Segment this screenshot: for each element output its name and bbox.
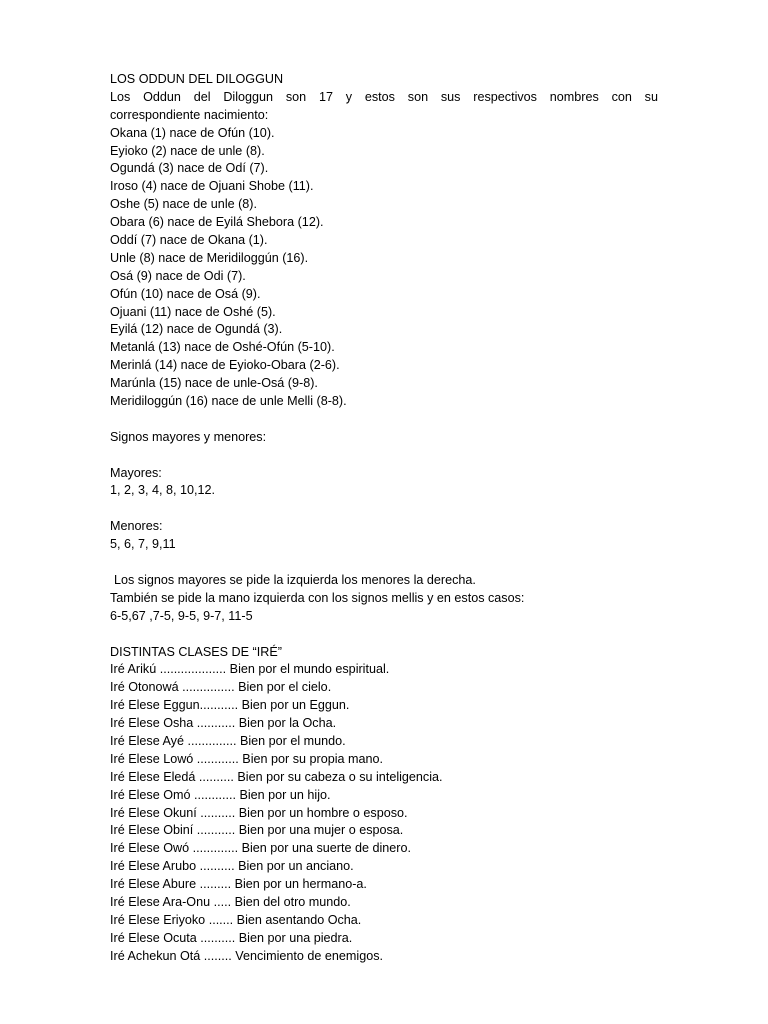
ire-item: Iré Elese Eriyoko ....... Bien asentando Ocha. [110,912,362,927]
ire-item: Iré Elese Eggun........... Bien por un Eggun. [110,698,350,713]
ire-item: Iré Elese Obiní ........... Bien por una mujer o esposa. [110,823,404,838]
birth-item: Merinlá (14) nace de Eyioko-Obara (2-6). [110,358,340,373]
birth-item: Metanlá (13) nace de Oshé-Ofún (5-10). [110,340,335,355]
birth-item: Osá (9) nace de Odi (7). [110,268,246,283]
document-title: LOS ODDUN DEL DILOGGUN [110,72,284,86]
birth-item: Ogundá (3) nace de Odí (7). [110,161,269,176]
birth-item: Eyilá (12) nace de Ogundá (3). [110,322,283,337]
ire-item: Iré Elese Ara-Onu ..... Bien del otro mundo. [110,894,351,909]
spacer [110,411,658,429]
birth-item: Ofún (10) nace de Osá (9). [110,286,261,301]
ire-item: Iré Elese Abure ......... Bien por un hermano-a. [110,877,367,892]
birth-item: Meridiloggún (16) nace de unle Melli (8-8). [110,394,347,409]
ire-item: Iré Otonowá ............... Bien por el cielo. [110,680,332,695]
intro-line-2: correspondiente nacimiento: [110,107,269,122]
ire-item: Iré Elese Okuní .......... Bien por un hombre o esposo. [110,805,408,820]
birth-item: Okana (1) nace de Ofún (10). [110,125,275,140]
ire-item: Iré Elese Owó ............. Bien por una suerte de dinero. [110,841,412,856]
hands-line-2: También se pide la mano izquierda con los signos mellis y en estos casos: [110,590,525,605]
birth-item: Ojuani (11) nace de Oshé (5). [110,304,276,319]
birth-item: Marúnla (15) nace de unle-Osá (9-8). [110,376,318,391]
spacer [110,447,658,465]
mayores-label: Mayores: [110,465,162,480]
ire-item: Iré Achekun Otá ........ Vencimiento de enemigos. [110,948,384,963]
ire-heading: DISTINTAS CLASES DE “IRÉ” [110,644,282,659]
ire-item: Iré Elese Ocuta .......... Bien por una piedra. [110,930,353,945]
document-body [110,71,658,966]
births-list [110,125,658,411]
intro-line-1: Los Oddun del Diloggun son 17 y estos son sus respectivos nombres con su [110,89,658,104]
ire-item: Iré Arikú ................... Bien por el mundo espiritual. [110,662,390,677]
spacer [110,554,658,572]
hands-line-3: 6-5,67 ,7-5, 9-5, 9-7, 11-5 [110,608,253,623]
ire-item: Iré Elese Lowó ............ Bien por su propia mano. [110,751,384,766]
ire-item: Iré Elese Osha ........... Bien por la Ocha. [110,716,337,731]
birth-item: Eyioko (2) nace de unle (8). [110,143,265,158]
ire-item: Iré Elese Eledá .......... Bien por su cabeza o su inteligencia. [110,769,443,784]
birth-item: Obara (6) nace de Eyilá Shebora (12). [110,215,324,230]
signs-heading: Signos mayores y menores: [110,429,267,444]
ire-item: Iré Elese Arubo .......... Bien por un anciano. [110,859,354,874]
menores-label: Menores: [110,519,163,534]
ire-item: Iré Elese Omó ............ Bien por un hijo. [110,787,331,802]
hands-line-1: Los signos mayores se pide la izquierda los menores la derecha. [114,572,476,587]
birth-item: Iroso (4) nace de Ojuani Shobe (11). [110,179,314,194]
ire-list [110,661,658,965]
spacer [110,626,658,644]
spacer [110,500,658,518]
ire-item: Iré Elese Ayé .............. Bien por el mundo. [110,733,346,748]
menores-values: 5, 6, 7, 9,11 [110,537,176,552]
birth-item: Oshe (5) nace de unle (8). [110,197,258,212]
birth-item: Oddí (7) nace de Okana (1). [110,233,268,248]
mayores-values: 1, 2, 3, 4, 8, 10,12. [110,483,216,498]
birth-item: Unle (8) nace de Meridiloggún (16). [110,250,309,265]
